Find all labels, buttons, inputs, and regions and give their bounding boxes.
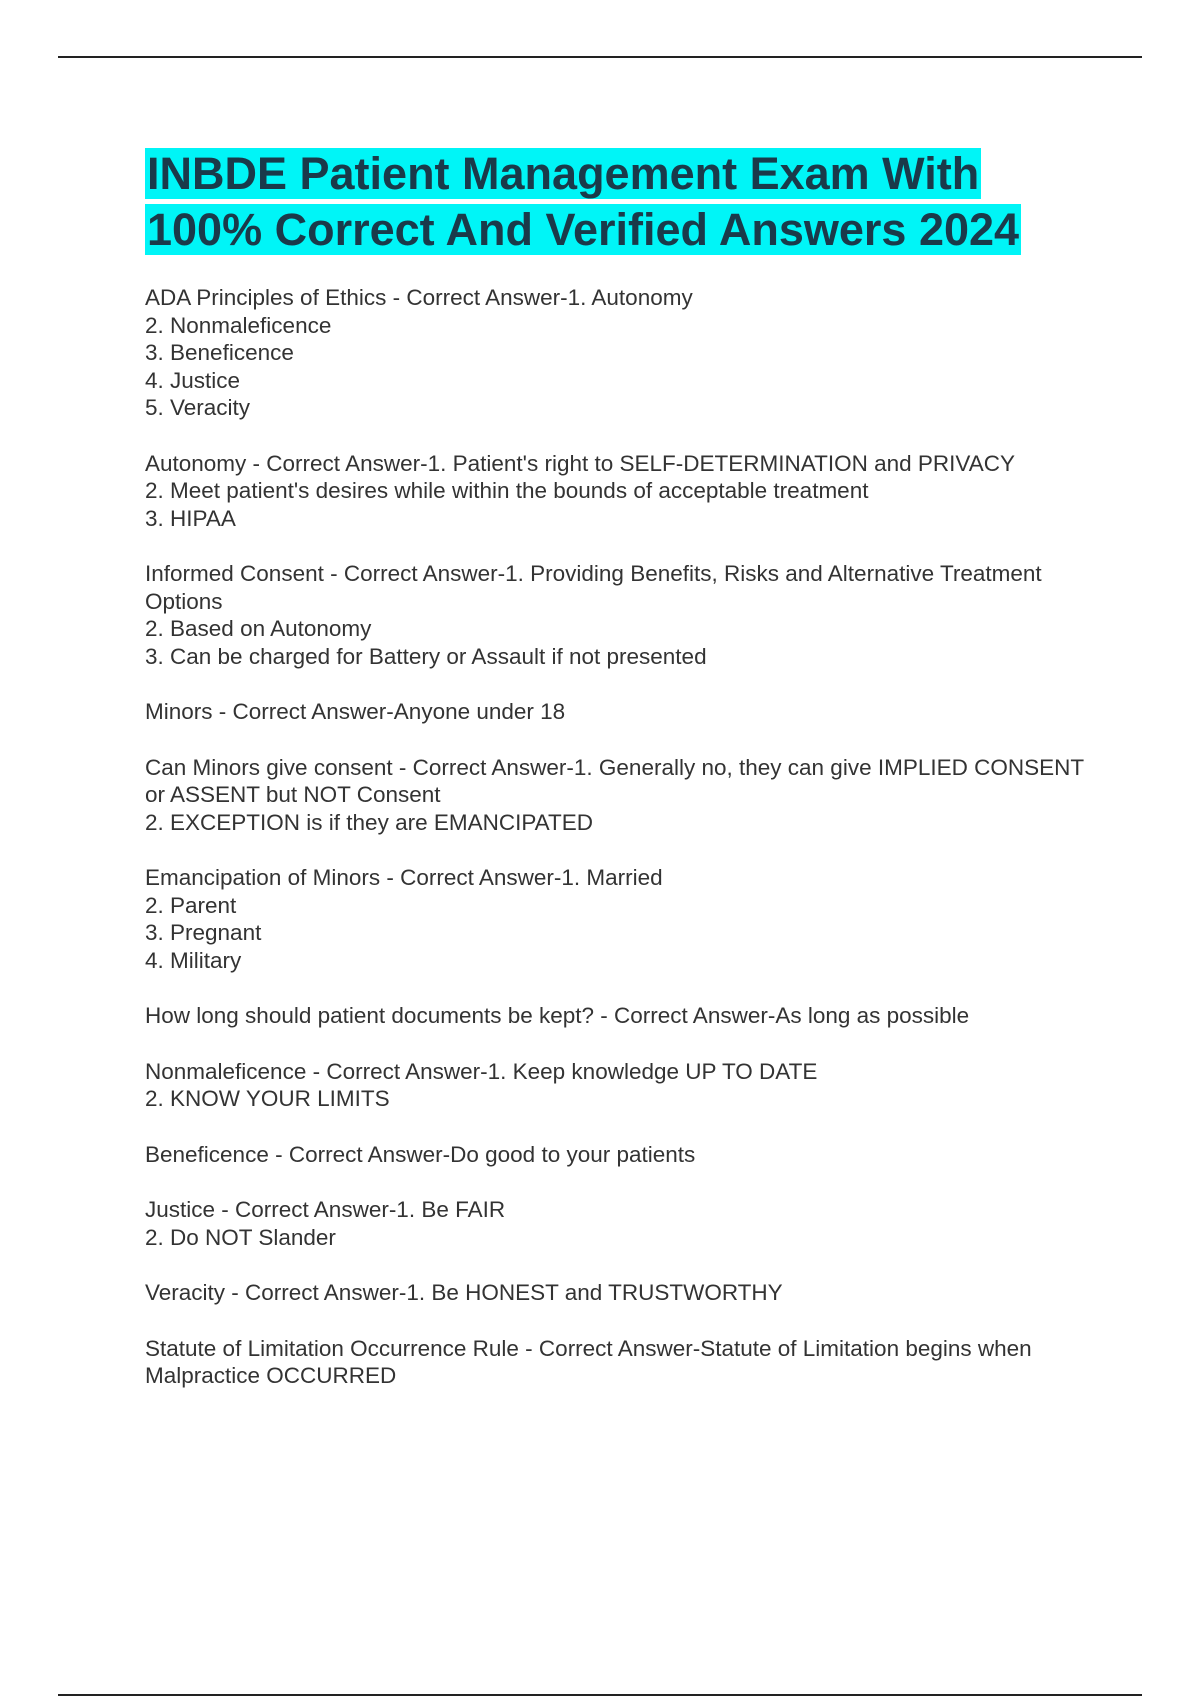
qa-answer-line: 5. Veracity [145, 395, 251, 420]
qa-answer-line: 2. Nonmaleficence [145, 312, 332, 338]
qa-entry [145, 284, 1105, 422]
qa-question-line: Autonomy - Correct Answer-1. Patient's right to SELF-DETERMINATION and PRIVACY [145, 450, 1015, 476]
qa-question-line: Informed Consent - Correct Answer-1. Providing Benefits, Risks and Alternative Treatment Options [145, 561, 1042, 614]
qa-entry [145, 754, 1105, 837]
page-title [145, 146, 1085, 258]
qa-entry [145, 1141, 1105, 1169]
qa-entry [145, 1335, 1105, 1390]
qa-answer-line: 4. Military [145, 947, 242, 973]
page-title-highlight: INBDE Patient Management Exam With 100% Correct And Verified Answers 2024 [147, 148, 1020, 255]
qa-question-line: Nonmaleficence - Correct Answer-1. Keep knowledge UP TO DATE [145, 1058, 818, 1084]
qa-entry [145, 1196, 1105, 1251]
qa-entry [145, 560, 1105, 670]
qa-question-line: How long should patient documents be kept? - Correct Answer-As long as possible [145, 1003, 970, 1028]
qa-question-line: Emancipation of Minors - Correct Answer-1. Married [145, 865, 663, 890]
qa-entry [145, 450, 1105, 533]
qa-entry [145, 1279, 1105, 1307]
qa-answer-line: 2. Meet patient's desires while within the bounds of acceptable treatment [145, 478, 869, 503]
qa-answer-line: 3. Pregnant [145, 920, 262, 945]
qa-answer-line: 2. Based on Autonomy [145, 616, 372, 641]
qa-list [145, 284, 1105, 1418]
qa-question-line: Justice - Correct Answer-1. Be FAIR [145, 1197, 506, 1222]
qa-answer-line: 2. KNOW YOUR LIMITS [145, 1086, 390, 1111]
qa-answer-line: 4. Justice [145, 367, 241, 393]
qa-answer-line: 2. EXCEPTION is if they are EMANCIPATED [145, 809, 594, 835]
qa-question-line: Minors - Correct Answer-Anyone under 18 [145, 699, 566, 724]
qa-question-line: Veracity - Correct Answer-1. Be HONEST and TRUSTWORTHY [145, 1280, 783, 1305]
header-rule [58, 56, 1142, 58]
qa-answer-line: 2. Do NOT Slander [145, 1224, 336, 1250]
qa-entry [145, 1002, 1105, 1030]
qa-answer-line: 3. Can be charged for Battery or Assault if not presented [145, 643, 707, 669]
qa-question-line: ADA Principles of Ethics - Correct Answer-1. Autonomy [145, 285, 693, 310]
qa-answer-line: 3. Beneficence [145, 340, 294, 365]
qa-question-line: Can Minors give consent - Correct Answer-1. Generally no, they can give IMPLIED CONSENT or ASSENT but NOT Consent [145, 754, 1084, 807]
qa-entry [145, 698, 1105, 726]
qa-question-line: Statute of Limitation Occurrence Rule - Correct Answer-Statute of Limitation begins when Malpractice OCCURRED [145, 1335, 1032, 1388]
qa-question-line: Beneficence - Correct Answer-Do good to your patients [145, 1141, 696, 1167]
footer-rule [58, 1694, 1142, 1696]
qa-entry [145, 1058, 1105, 1113]
qa-entry [145, 864, 1105, 974]
qa-answer-line: 3. HIPAA [145, 505, 236, 531]
qa-answer-line: 2. Parent [145, 892, 237, 918]
